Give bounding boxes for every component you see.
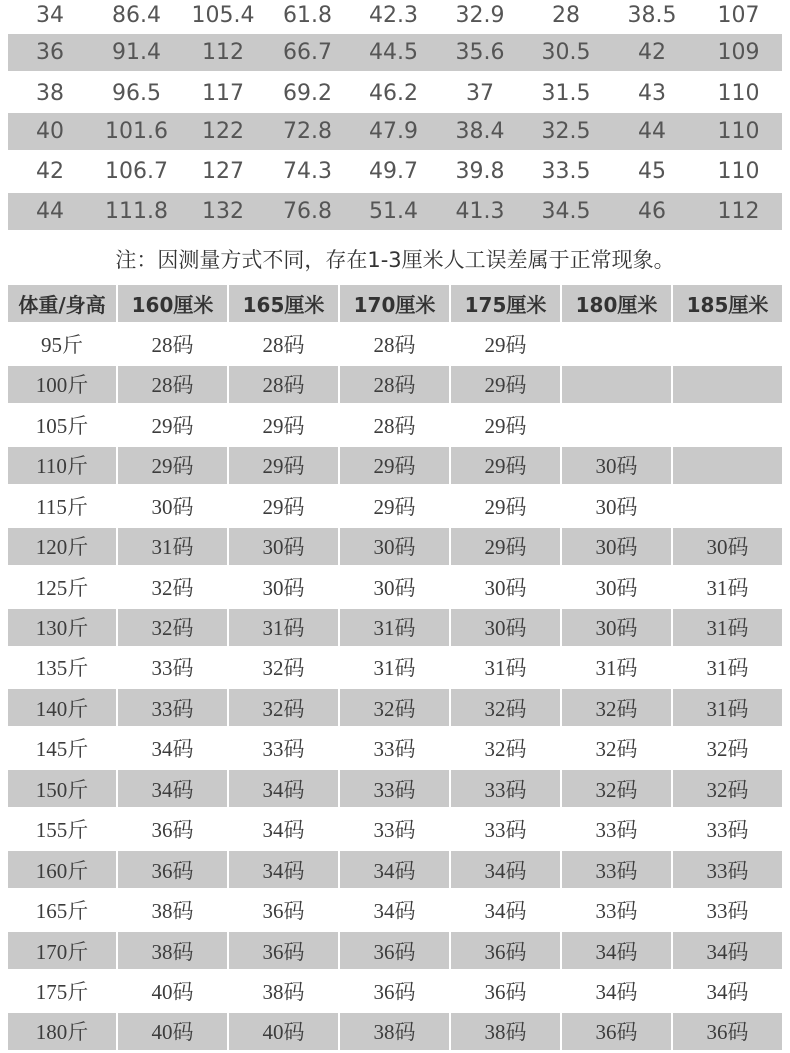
size-cell: 33码: [673, 851, 782, 888]
measurement-cell: 45: [638, 158, 666, 184]
measurement-row: [8, 76, 782, 110]
measurement-cell: 51.4: [369, 199, 418, 224]
size-cell: 34码: [118, 770, 227, 807]
size-cell: 36码: [229, 932, 338, 969]
size-row: [8, 972, 784, 1012]
size-cell: 30码: [451, 609, 560, 646]
size-cell: 30码: [229, 528, 338, 565]
measurement-row: [8, 34, 782, 71]
size-cell: 28码: [373, 413, 416, 438]
measurement-cell: 44.5: [369, 40, 418, 65]
size-cell: 33码: [340, 770, 449, 807]
size-cell: 33码: [373, 737, 416, 762]
size-row: [8, 487, 784, 527]
measurement-cell: 122: [202, 119, 244, 144]
measurement-cell: 28: [552, 2, 580, 28]
size-cell: 34码: [229, 851, 338, 888]
measurement-cell: 61.8: [283, 2, 332, 28]
measurement-cell: 32.9: [455, 2, 505, 28]
size-row: [8, 406, 784, 446]
measurement-cell: 30.5: [541, 40, 591, 65]
measurement-cell: 31.5: [541, 80, 591, 106]
size-cell: 30码: [562, 447, 671, 484]
size-cell: 30码: [673, 528, 782, 565]
size-cell: [562, 325, 671, 362]
size-cell: 32码: [562, 770, 671, 807]
size-cell: 29码: [262, 413, 305, 438]
size-cell: 29码: [340, 447, 449, 484]
measurement-cell: 117: [202, 80, 244, 106]
size-cell: 29码: [484, 332, 527, 357]
size-cell: 32码: [262, 656, 305, 681]
size-cell: 36码: [151, 818, 194, 843]
measurement-cell: 35.6: [455, 40, 505, 65]
size-cell: 33码: [151, 656, 194, 681]
size-cell: 34码: [595, 979, 638, 1004]
measurement-cell: 66.7: [283, 40, 332, 65]
size-cell: 31码: [373, 656, 416, 681]
size-row: [8, 1013, 784, 1053]
measurement-cell: 49.7: [369, 158, 418, 184]
size-cell: 30码: [151, 494, 194, 519]
size-header-cell: 体重/身高: [8, 285, 116, 322]
size-cell: 29码: [484, 494, 527, 519]
size-cell: 30码: [595, 575, 638, 600]
size-header-cell: 165厘米: [229, 285, 338, 322]
size-cell: 33码: [262, 737, 305, 762]
size-cell: 29码: [451, 528, 560, 565]
size-cell: 135斤: [35, 656, 89, 681]
measurement-cell: 34: [36, 2, 64, 28]
size-cell: 36码: [262, 899, 305, 924]
size-cell: 34码: [451, 851, 560, 888]
size-cell: 32码: [118, 609, 227, 646]
size-cell: 120斤: [8, 528, 116, 565]
measurement-cell: 46.2: [369, 80, 418, 106]
size-cell: 40码: [118, 1013, 227, 1050]
size-cell: 29码: [262, 494, 305, 519]
size-cell: 36码: [373, 979, 416, 1004]
size-cell: 34码: [673, 932, 782, 969]
size-cell: 175斤: [35, 979, 89, 1004]
size-cell: [562, 366, 671, 403]
measurement-cell: 96.5: [112, 80, 161, 106]
size-row: [8, 568, 784, 608]
size-cell: 30码: [562, 528, 671, 565]
size-cell: 36码: [118, 851, 227, 888]
size-cell: 34码: [229, 770, 338, 807]
size-cell: 32码: [673, 770, 782, 807]
size-cell: [673, 487, 782, 524]
measurement-cell: 91.4: [112, 40, 161, 65]
size-row: [8, 447, 784, 487]
size-cell: 31码: [706, 575, 749, 600]
size-cell: 34码: [484, 899, 527, 924]
size-cell: 30码: [373, 575, 416, 600]
measurement-cell: 74.3: [283, 158, 332, 184]
size-cell: 29码: [151, 413, 194, 438]
measurement-row: [8, 193, 782, 230]
size-cell: 28码: [118, 366, 227, 403]
size-cell: 31码: [118, 528, 227, 565]
size-cell: 34码: [262, 818, 305, 843]
size-cell: 33码: [118, 689, 227, 726]
size-row: [8, 609, 784, 649]
size-cell: 165斤: [35, 899, 89, 924]
size-cell: 40码: [151, 979, 194, 1004]
measurement-row: [8, 113, 782, 150]
size-header-cell: 170厘米: [340, 285, 449, 322]
size-cell: 32码: [229, 689, 338, 726]
measurement-cell: 132: [202, 199, 244, 224]
measurement-cell: 109: [717, 40, 760, 65]
measurement-cell: 41.3: [455, 199, 505, 224]
measurement-cell: 38: [36, 80, 64, 106]
measurement-cell: 112: [717, 199, 760, 224]
size-row: [8, 770, 784, 810]
size-cell: 100斤: [8, 366, 116, 403]
measurement-cell: 110: [717, 80, 760, 106]
measurement-cell: 47.9: [369, 119, 418, 144]
size-header-cell: 175厘米: [451, 285, 560, 322]
measurement-note: 注：因测量方式不同，存在1-3厘米人工误差属于正常现象。: [115, 248, 675, 272]
measurement-cell: 112: [202, 40, 244, 65]
size-cell: 34码: [340, 851, 449, 888]
measurement-cell: 42.3: [369, 2, 418, 28]
size-cell: 33码: [706, 818, 749, 843]
size-cell: 28码: [340, 366, 449, 403]
size-cell: 125斤: [35, 575, 89, 600]
measurement-cell: 72.8: [283, 119, 332, 144]
size-cell: 38码: [340, 1013, 449, 1050]
size-cell: 32码: [706, 737, 749, 762]
size-header-cell: 180厘米: [562, 285, 671, 322]
size-cell: 30码: [340, 528, 449, 565]
size-cell: 95斤: [41, 332, 83, 357]
size-cell: 33码: [562, 851, 671, 888]
size-cell: 30码: [262, 575, 305, 600]
measurement-cell: 101.6: [105, 119, 168, 144]
measurement-cell: 46: [638, 199, 666, 224]
size-cell: 145斤: [35, 737, 89, 762]
size-cell: 180斤: [8, 1013, 116, 1050]
measurement-cell: 40: [36, 119, 64, 144]
size-cell: [673, 447, 782, 484]
size-cell: 115斤: [36, 494, 88, 519]
size-recommendation-table: [8, 285, 784, 1053]
size-cell: 36码: [340, 932, 449, 969]
measurement-cell: 107: [717, 2, 760, 28]
size-cell: 140斤: [8, 689, 116, 726]
size-cell: 34码: [373, 899, 416, 924]
size-header-row: [8, 285, 784, 325]
size-cell: 34码: [706, 979, 749, 1004]
measurement-cell: 42: [638, 40, 666, 65]
size-cell: 38码: [451, 1013, 560, 1050]
size-header-cell: 160厘米: [118, 285, 227, 322]
size-row: [8, 811, 784, 851]
measurement-cell: 110: [717, 158, 760, 184]
size-cell: 30码: [595, 494, 638, 519]
size-cell: 40码: [229, 1013, 338, 1050]
size-cell: 33码: [373, 818, 416, 843]
measurement-cell: 33.5: [541, 158, 591, 184]
measurement-cell: 111.8: [105, 199, 168, 224]
measurement-cell: 38.5: [627, 2, 677, 28]
size-row: [8, 851, 784, 891]
measurement-cell: 105.4: [191, 2, 255, 28]
measurement-cell: 44: [36, 199, 64, 224]
size-cell: 130斤: [8, 609, 116, 646]
size-cell: 30码: [562, 609, 671, 646]
size-cell: 28码: [151, 332, 194, 357]
size-cell: 32码: [340, 689, 449, 726]
size-cell: 36码: [673, 1013, 782, 1050]
size-cell: 31码: [706, 656, 749, 681]
measurement-cell: 32.5: [541, 119, 591, 144]
size-cell: 38码: [262, 979, 305, 1004]
size-cell: 29码: [229, 447, 338, 484]
size-cell: [673, 325, 782, 362]
size-cell: 32码: [595, 737, 638, 762]
size-row: [8, 325, 784, 365]
size-cell: 31码: [673, 609, 782, 646]
size-cell: 33码: [451, 770, 560, 807]
size-cell: 33码: [595, 818, 638, 843]
size-cell: 160斤: [8, 851, 116, 888]
measurement-cell: 42: [36, 158, 64, 184]
measurement-row: [8, 0, 782, 30]
size-cell: 31码: [229, 609, 338, 646]
size-cell: 29码: [451, 447, 560, 484]
measurement-cell: 39.8: [455, 158, 505, 184]
size-header-cell: 185厘米: [673, 285, 782, 322]
size-cell: 155斤: [35, 818, 89, 843]
size-cell: 28码: [262, 332, 305, 357]
size-cell: 32码: [151, 575, 194, 600]
size-cell: 32码: [484, 737, 527, 762]
measurement-cell: 76.8: [283, 199, 332, 224]
size-cell: 33码: [484, 818, 527, 843]
size-cell: 33码: [595, 899, 638, 924]
size-row: [8, 689, 784, 729]
size-cell: 34码: [562, 932, 671, 969]
measurement-cell: 43: [638, 80, 666, 106]
size-cell: 36码: [451, 932, 560, 969]
size-cell: 38码: [118, 932, 227, 969]
size-cell: 28码: [229, 366, 338, 403]
size-cell: 36码: [484, 979, 527, 1004]
size-row: [8, 932, 784, 972]
size-cell: 30码: [484, 575, 527, 600]
size-cell: 29码: [451, 366, 560, 403]
measurement-cell: 37: [466, 80, 494, 106]
size-cell: 110斤: [8, 447, 116, 484]
measurement-cell: 106.7: [105, 158, 168, 184]
measurement-row: [8, 153, 782, 189]
size-cell: 34码: [151, 737, 194, 762]
size-cell: 31码: [484, 656, 527, 681]
size-cell: 150斤: [8, 770, 116, 807]
size-cell: [673, 406, 782, 443]
size-cell: 32码: [451, 689, 560, 726]
size-row: [8, 730, 784, 770]
measurement-cell: 86.4: [112, 2, 161, 28]
size-cell: 29码: [484, 413, 527, 438]
measurement-cell: 38.4: [455, 119, 505, 144]
size-row: [8, 649, 784, 689]
size-cell: 31码: [595, 656, 638, 681]
size-cell: [673, 366, 782, 403]
size-cell: 29码: [373, 494, 416, 519]
size-row: [8, 528, 784, 568]
measurement-cell: 34.5: [541, 199, 591, 224]
size-cell: [562, 406, 671, 443]
size-row: [8, 366, 784, 406]
size-cell: 29码: [118, 447, 227, 484]
size-cell: 36码: [562, 1013, 671, 1050]
measurement-cell: 127: [202, 158, 244, 184]
measurement-cell: 69.2: [283, 80, 332, 106]
size-row: [8, 892, 784, 932]
measurement-cell: 110: [717, 119, 760, 144]
size-cell: 105斤: [35, 413, 89, 438]
measurement-cell: 44: [638, 119, 666, 144]
size-cell: 31码: [340, 609, 449, 646]
size-cell: 33码: [706, 899, 749, 924]
size-cell: 32码: [562, 689, 671, 726]
size-cell: 170斤: [8, 932, 116, 969]
size-cell: 31码: [673, 689, 782, 726]
size-cell: 28码: [373, 332, 416, 357]
measurement-cell: 36: [36, 40, 64, 65]
size-cell: 38码: [151, 899, 194, 924]
